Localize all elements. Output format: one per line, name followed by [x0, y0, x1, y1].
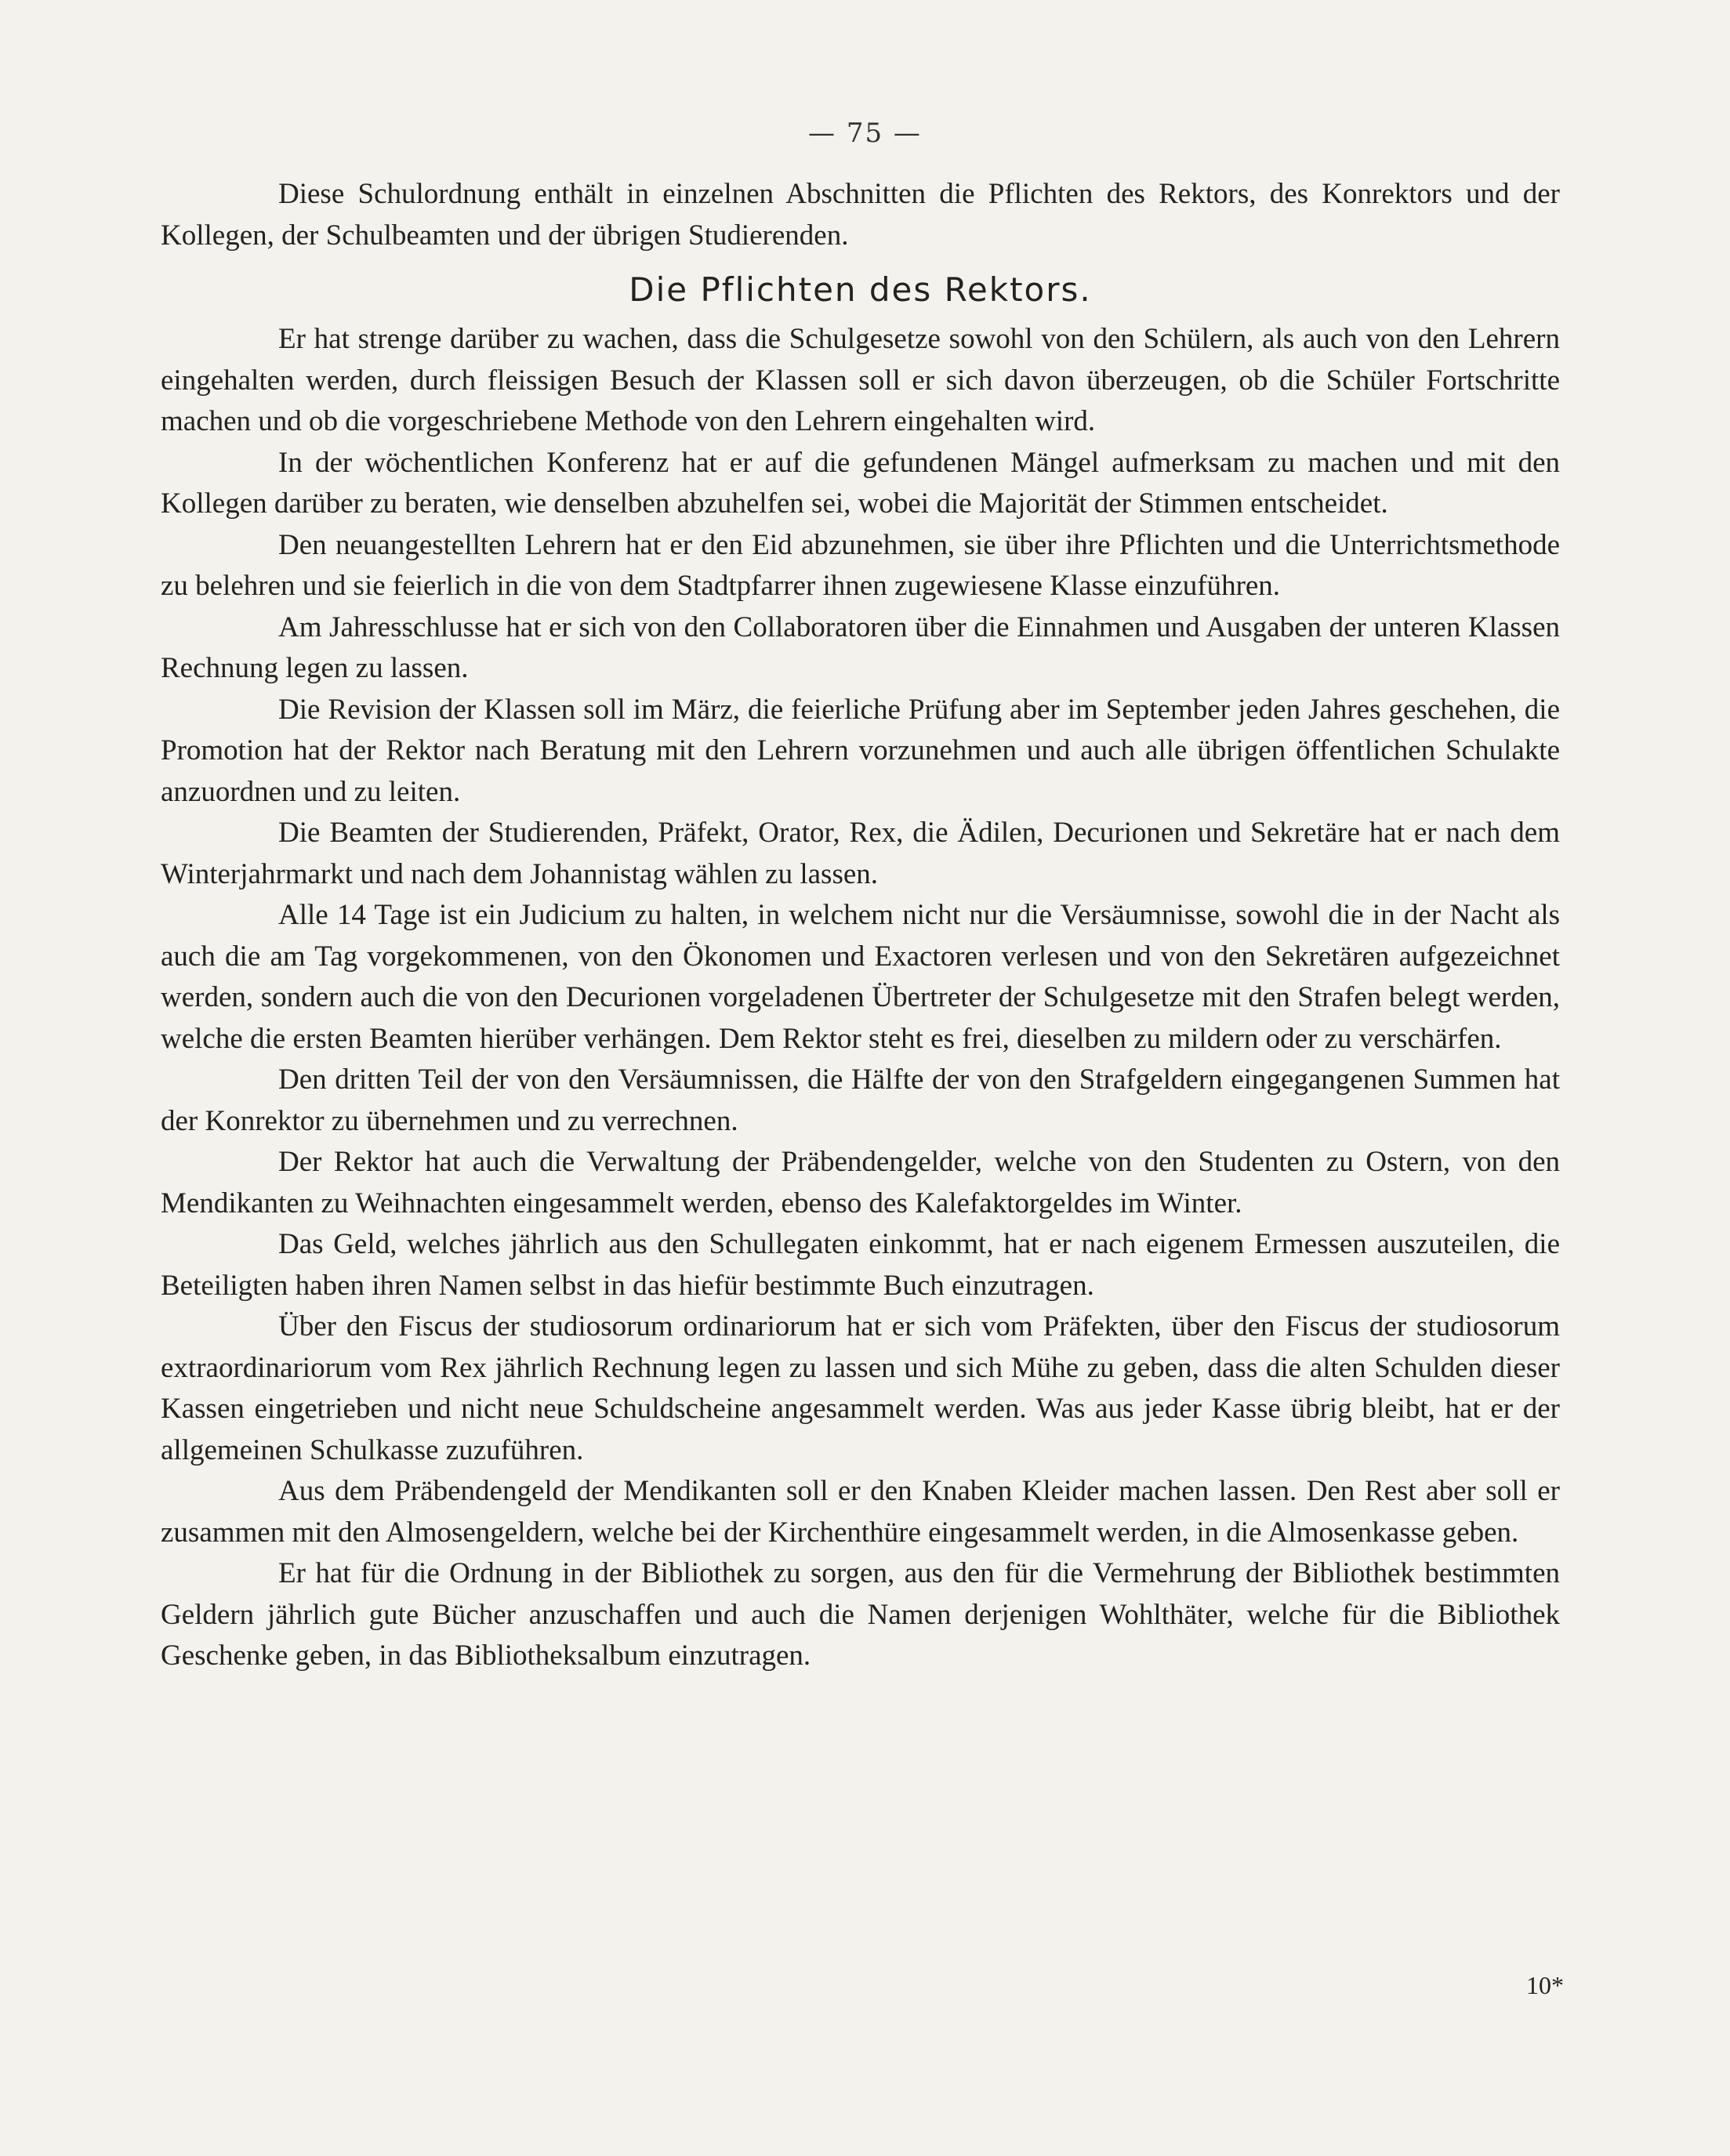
paragraph: Das Geld, welches jährlich aus den Schullegaten einkommt, hat er nach eigenem Ermessen auszuteilen, die Beteiligten haben ihren Namen selbst in das hiefür bestimmte Buch einzutragen.	[161, 1228, 1560, 1302]
paragraph: Aus dem Präbendengeld der Mendikanten soll er den Knaben Kleider machen lassen. Den Rest aber soll er zusammen mit den Almosengeldern, welche bei der Kirchenthüre eingesammelt werden, in die Almosenkasse geben.	[161, 1475, 1560, 1549]
section-heading: Die Pflichten des Rektors.	[629, 270, 1092, 309]
paragraph: Den neuangestellten Lehrern hat er den Eid abzunehmen, sie über ihre Pflichten und die Unterrichtsmethode zu belehren und sie feierlich in die von dem Stadtpfarrer ihnen zugewiesene Klasse einzuführen.	[161, 528, 1560, 602]
paragraph: Über den Fiscus der studiosorum ordinariorum hat er sich vom Präfekten, über den Fiscus der studiosorum extraordinariorum vom Rex jährlich Rechnung legen zu lassen und sich Mühe zu geben, dass die alten Schulden dieser Kassen eingetrieben und nicht neue Schuldscheine angesammelt werden. Was aus jeder Kasse übrig bleibt, hat er der allgemeinen Schulkasse zuzuführen.	[161, 1310, 1560, 1466]
paragraph: In der wöchentlichen Konferenz hat er auf die gefundenen Mängel aufmerksam zu machen und mit den Kollegen darüber zu beraten, wie denselben abzuhelfen sei, wobei die Majorität der Stimmen entscheidet.	[161, 446, 1560, 520]
paragraph: Am Jahresschlusse hat er sich von den Collaboratoren über die Einnahmen und Ausgaben der unteren Klassen Rechnung legen zu lassen.	[161, 611, 1560, 684]
paragraph: Alle 14 Tage ist ein Judicium zu halten, in welchem nicht nur die Versäumnisse, sowohl die in der Nacht als auch die am Tag vorgekommenen, von den Ökonomen und Exactoren verlesen und von den Sekretären aufgezeichnet werden, sondern auch die von den Decurionen vorgeladenen Übertreter der Schulgesetze mit den Strafen belegt werden, welche die ersten Beamten hierüber verhängen. Dem Rektor steht es frei, dieselben zu mildern oder zu verschärfen.	[161, 899, 1560, 1055]
paragraph: Die Beamten der Studierenden, Präfekt, Orator, Rex, die Ädilen, Decurionen und Sekretäre hat er nach dem Winterjahrmarkt und nach dem Johannistag wählen zu lassen.	[161, 817, 1560, 890]
paragraph: Er hat für die Ordnung in der Bibliothek zu sorgen, aus den für die Vermehrung der Bibliothek bestimmten Geldern jährlich gute Bücher anzuschaffen und auch die Namen derjenigen Wohlthäter, welche für die Bibliothek Geschenke geben, in das Bibliotheksalbum einzutragen.	[161, 1557, 1560, 1672]
paragraph: Er hat strenge darüber zu wachen, dass die Schulgesetze sowohl von den Schülern, als auch von den Lehrern eingehalten werden, durch fleissigen Besuch der Klassen soll er sich davon überzeugen, ob die Schüler Fortschritte machen und ob die vorgeschriebene Methode von den Lehrern eingehalten wird.	[161, 323, 1560, 437]
paragraph: Den dritten Teil der von den Versäumnissen, die Hälfte der von den Strafgeldern eingegangenen Summen hat der Konrektor zu übernehmen und zu verrechnen.	[161, 1064, 1560, 1137]
paragraph: Der Rektor hat auch die Verwaltung der Präbendengelder, welche von den Studenten zu Ostern, von den Mendikanten zu Weihnachten eingesammelt werden, ebenso des Kalefaktorgeldes im Winter.	[161, 1146, 1560, 1219]
page-number: — 75 —	[808, 118, 922, 149]
intro-paragraph: Diese Schulordnung enthält in einzelnen Abschnitten die Pflichten des Rektors, des Konrektors und der Kollegen, der Schulbeamten und der übrigen Studierenden.	[161, 178, 1560, 252]
paragraph: Die Revision der Klassen soll im März, die feierliche Prüfung aber im September jeden Jahres geschehen, die Promotion hat der Rektor nach Beratung mit den Lehrern vorzunehmen und auch alle übrigen öffentlichen Schulakte anzuordnen und zu leiten.	[161, 693, 1560, 808]
signature-mark: 10*	[1526, 1971, 1564, 1999]
body-text	[161, 174, 1560, 1677]
